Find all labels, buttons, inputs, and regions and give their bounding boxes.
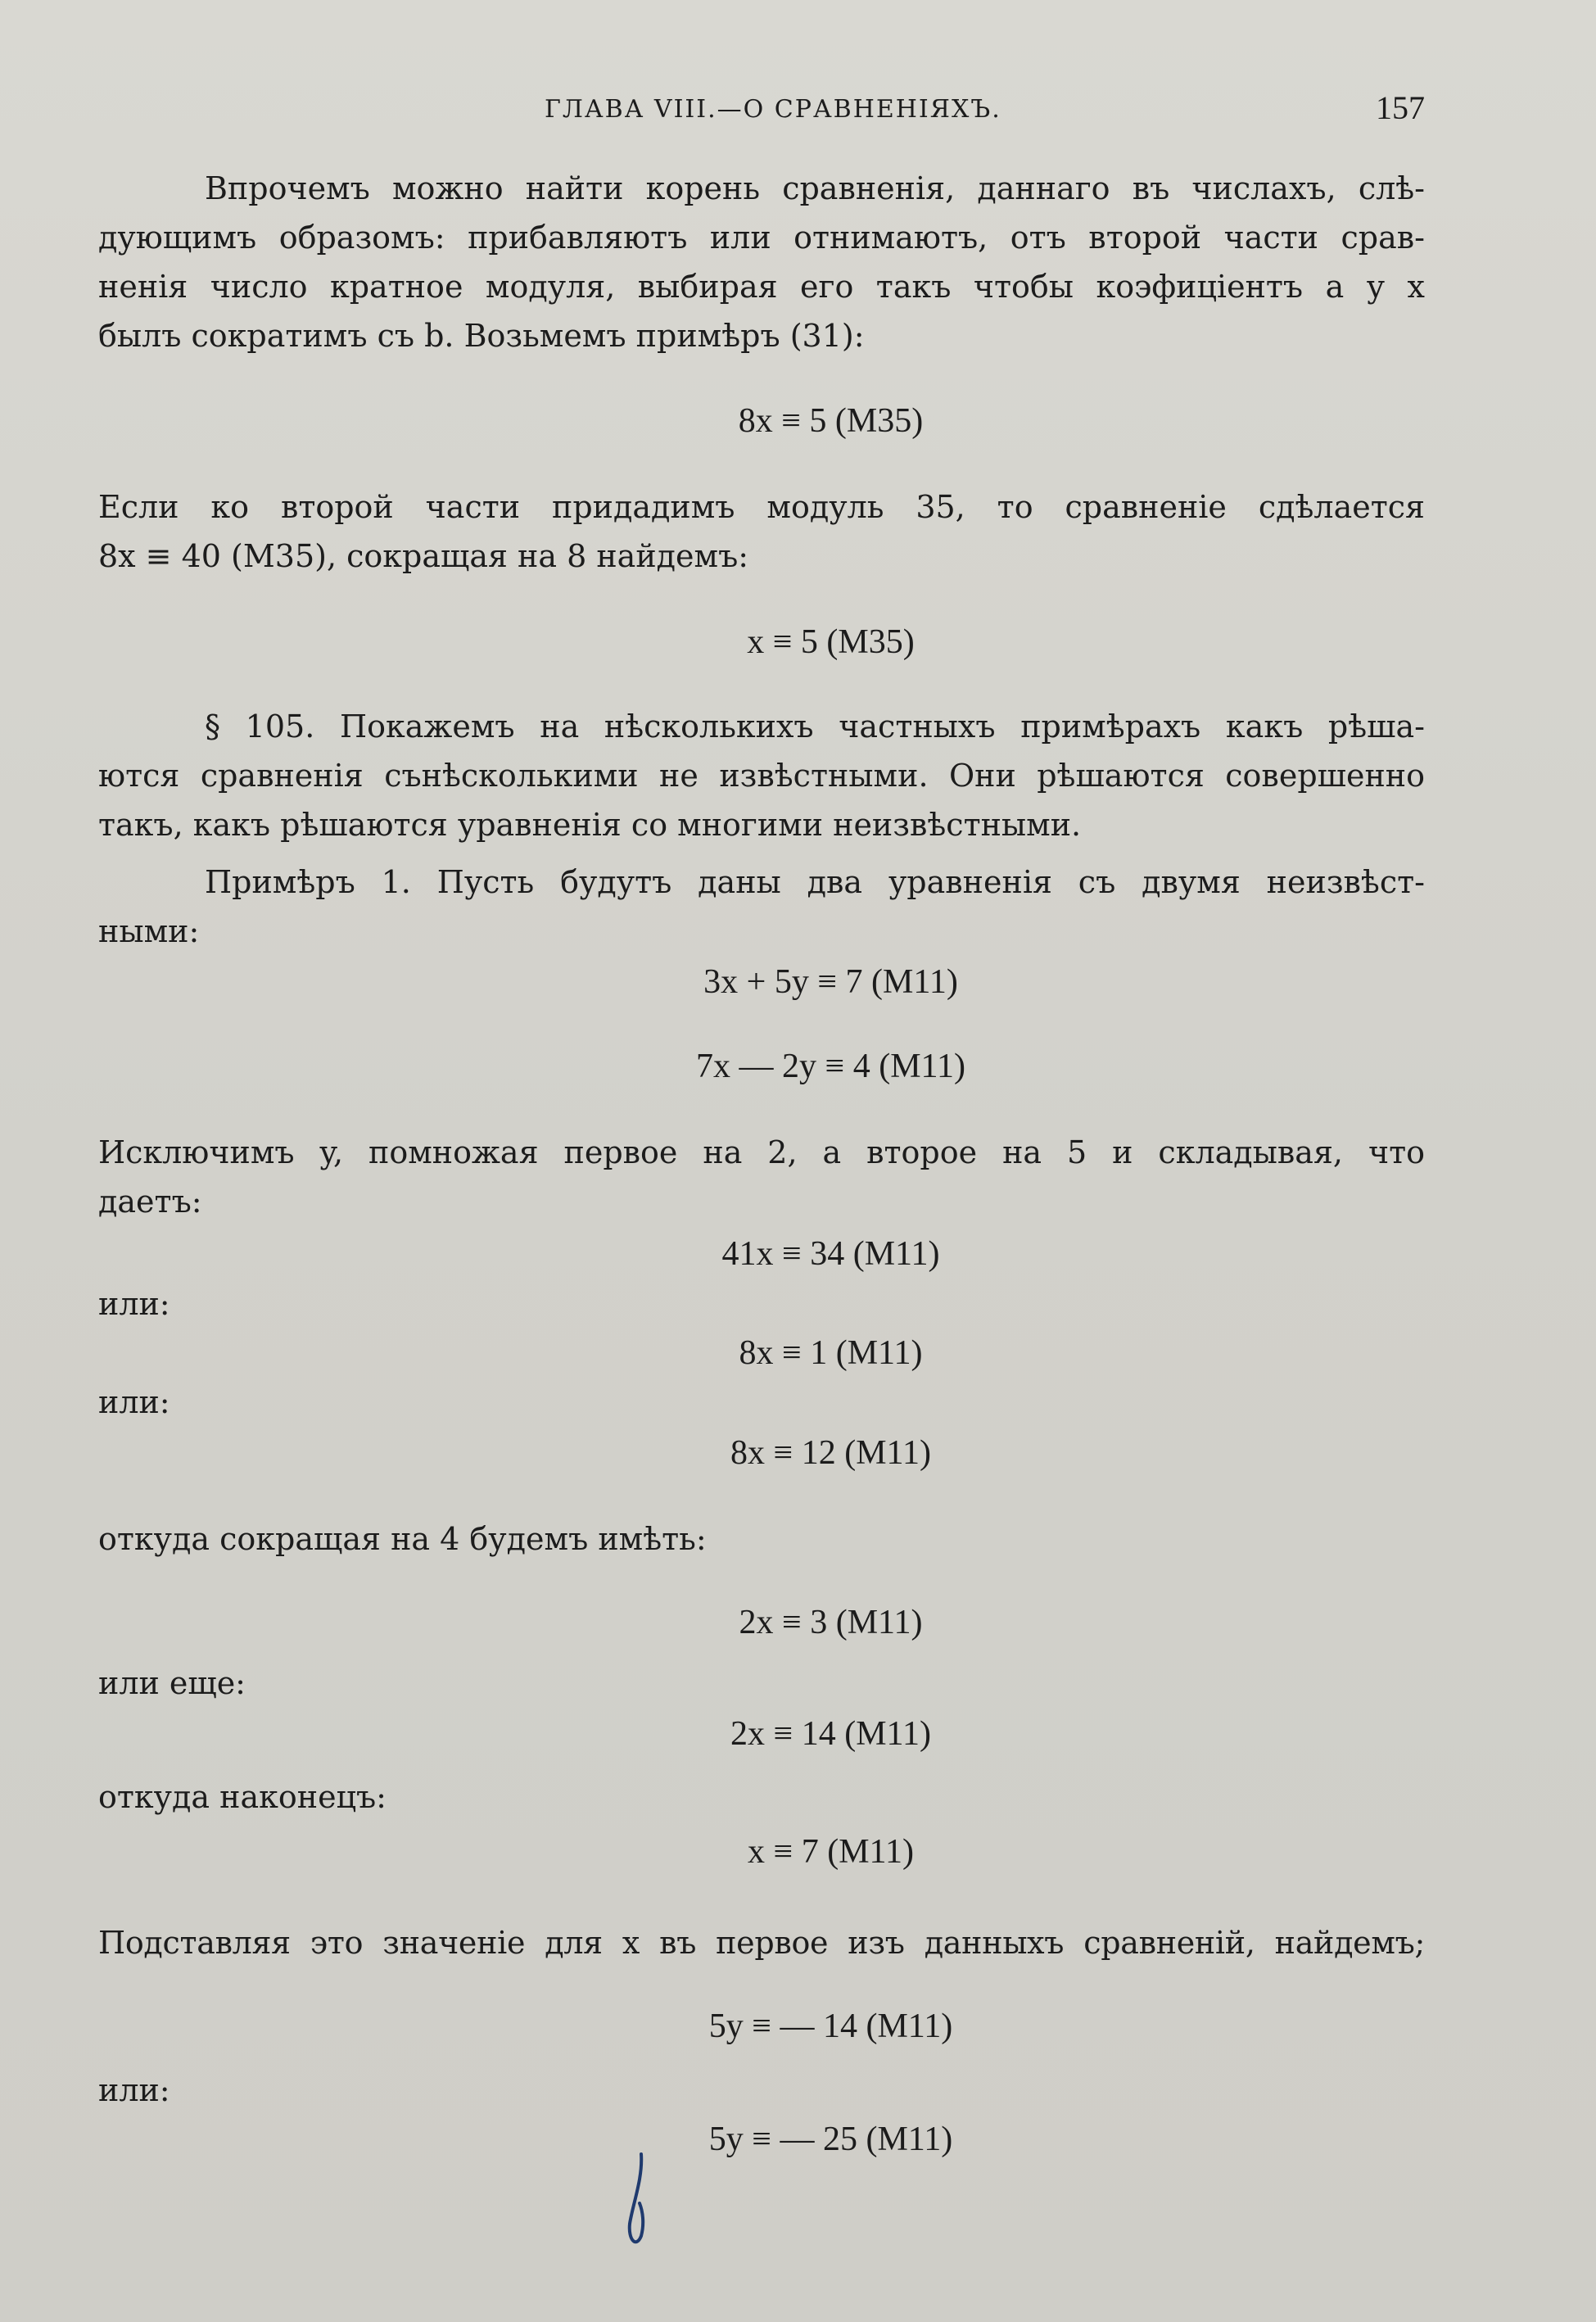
equation: 5y ≡ — 14 (M11): [708, 2007, 953, 2045]
equation: 2x ≡ 14 (M11): [730, 1715, 931, 1753]
text-line: или:: [98, 1286, 170, 1322]
text-line: или:: [98, 1384, 170, 1420]
text-line: откуда наконецъ:: [98, 1779, 387, 1815]
text-line: 8x ≡ 40 (M35), сокращая на 8 найдемъ:: [98, 538, 749, 574]
text-line: или:: [98, 2072, 170, 2108]
chapter-title: ГЛАВА VIII.—О СРАВНЕНІЯХЪ.: [545, 95, 1001, 124]
text-line: дующимъ образомъ: прибавляютъ или отнимаютъ, отъ второй части срав-: [98, 220, 1425, 256]
text-line: ненія число кратное модуля, выбирая его такъ чтобы коэфиціентъ a у x: [98, 269, 1425, 305]
page-number: 157: [1376, 89, 1425, 126]
text-line: ными:: [98, 913, 200, 949]
text-line: или еще:: [98, 1665, 246, 1701]
equation: x ≡ 5 (M35): [747, 623, 915, 661]
text-line: былъ сократимъ съ b. Возьмемъ примѣръ (31):: [98, 318, 865, 354]
text-line: Впрочемъ можно найти корень сравненія, даннаго въ числахъ, слѣ-: [205, 170, 1425, 206]
text-line: § 105. Покажемъ на нѣсколькихъ частныхъ примѣрахъ какъ рѣша-: [205, 708, 1425, 745]
equation: 2x ≡ 3 (M11): [739, 1604, 923, 1641]
text-line: Подставляя это значеніе для x въ первое изъ данныхъ сравненій, найдемъ;: [98, 1925, 1425, 1961]
example-heading: Примѣръ 1. Пусть будутъ даны два уравненія съ двумя неизвѣст-: [205, 864, 1425, 900]
text-line: откуда сокращая на 4 будемъ имѣть:: [98, 1521, 707, 1557]
equation: 41x ≡ 34 (M11): [721, 1235, 940, 1273]
equation: 3x + 5y ≡ 7 (M11): [703, 963, 958, 1001]
equation: 8x ≡ 1 (M11): [739, 1334, 923, 1372]
text-line: ются сравненія сънѣсколькими не извѣстными. Они рѣшаются совершенно: [98, 758, 1425, 794]
equation: x ≡ 7 (M11): [748, 1833, 914, 1871]
text-line: даетъ:: [98, 1184, 202, 1220]
text-line: Если ко второй части придадимъ модуль 35, то сравненіе сдѣлается: [98, 489, 1425, 525]
equation: 7x — 2y ≡ 4 (M11): [696, 1048, 965, 1085]
running-header: [98, 88, 1425, 129]
handwritten-mark: [618, 2146, 659, 2252]
text-line: такъ, какъ рѣшаются уравненія со многими неизвѣстными.: [98, 807, 1082, 843]
equation: 5y ≡ — 25 (M11): [708, 2121, 953, 2158]
equation: 8x ≡ 12 (M11): [730, 1434, 931, 1472]
text-line: Исключимъ y, помножая первое на 2, а второе на 5 и складывая, что: [98, 1134, 1425, 1170]
equation: 8x ≡ 5 (M35): [738, 402, 924, 440]
